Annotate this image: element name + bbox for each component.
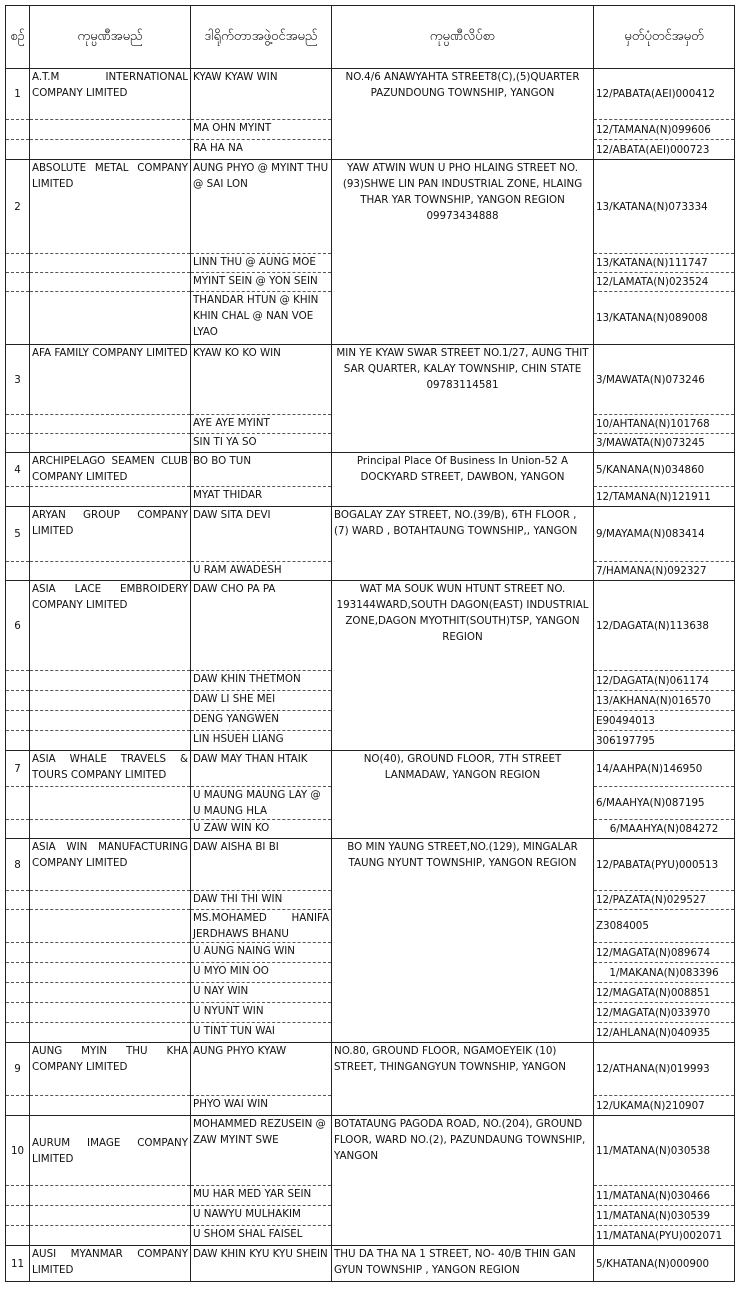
director-name: U NAY WIN <box>191 983 332 1003</box>
company-name: AUSI MYANMAR COMPANY LIMITED <box>30 1246 191 1282</box>
director-name: DAW KHIN THETMON <box>191 671 332 691</box>
company-address: BO MIN YAUNG STREET,NO.(129), MINGALAR TAUNG NYUNT TOWNSHIP, YANGON REGION <box>332 839 594 1043</box>
director-name: DENG YANGWEN <box>191 711 332 731</box>
serial-number: 9 <box>6 1043 30 1096</box>
director-name: AUNG PHYO KYAW <box>191 1043 332 1096</box>
registration-number: 12/MAGATA(N)033970 <box>594 1003 735 1023</box>
company-name: ASIA WHALE TRAVELS & TOURS COMPANY LIMITED <box>30 751 191 787</box>
director-name: DAW THI THI WIN <box>191 891 332 910</box>
table-row <box>6 839 735 891</box>
company-address: WAT MA SOUK WUN HTUNT STREET NO. 193144WARD,SOUTH DAGON(EAST) INDUSTRIAL ZONE,DAGON MYOTHIT(SOUTH)TSP, YANGON REGION <box>332 581 594 751</box>
registration-number: 11/MATANA(N)030538 <box>594 1116 735 1186</box>
registration-number: 14/AAHPA(N)146950 <box>594 751 735 787</box>
company-name: A.T.M INTERNATIONAL COMPANY LIMITED <box>30 69 191 120</box>
company-name: ARYAN GROUP COMPANY LIMITED <box>30 507 191 562</box>
table-row <box>6 1116 735 1186</box>
director-name: RA HA NA <box>191 140 332 160</box>
table-row <box>6 507 735 562</box>
director-name: U AUNG NAING WIN <box>191 943 332 963</box>
registration-number: 12/DAGATA(N)113638 <box>594 581 735 671</box>
director-name: DAW KHIN KYU KYU SHEIN <box>191 1246 332 1282</box>
company-address: BOTATAUNG PAGODA ROAD, NO.(204), GROUND FLOOR, WARD NO.(2), PAZUNDAUNG TOWNSHIP, YANGON <box>332 1116 594 1246</box>
serial-number: 6 <box>6 581 30 671</box>
registration-number: 6/MAAHYA(N)084272 <box>594 820 735 839</box>
director-name: AYE AYE MYINT <box>191 415 332 434</box>
serial-number: 5 <box>6 507 30 562</box>
director-name: SIN TI YA SO <box>191 434 332 453</box>
table-row <box>6 69 735 120</box>
serial-number: 4 <box>6 453 30 487</box>
company-directors-table <box>5 5 735 1282</box>
registration-number: 12/TAMANA(N)121911 <box>594 487 735 507</box>
registration-number: 13/KATANA(N)111747 <box>594 254 735 273</box>
table-row <box>6 160 735 254</box>
director-name: U TINT TUN WAI <box>191 1023 332 1043</box>
table-row <box>6 453 735 487</box>
company-address: MIN YE KYAW SWAR STREET NO.1/27, AUNG THIT SAR QUARTER, KALAY TOWNSHIP, CHIN STATE 09783114581 <box>332 345 594 453</box>
registration-number: 12/PABATA(AEI)000412 <box>594 69 735 120</box>
director-name: U ZAW WIN KO <box>191 820 332 839</box>
director-name: DAW SITA DEVI <box>191 507 332 562</box>
director-name: BO BO TUN <box>191 453 332 487</box>
company-name: ASIA LACE EMBROIDERY COMPANY LIMITED <box>30 581 191 671</box>
table-row <box>6 751 735 787</box>
director-name: AUNG PHYO @ MYINT THU @ SAI LON <box>191 160 332 254</box>
director-name: LINN THU @ AUNG MOE <box>191 254 332 273</box>
registration-number: 1/MAKANA(N)083396 <box>594 963 735 983</box>
director-name: LIN HSUEH LIANG <box>191 731 332 751</box>
registration-number: 12/DAGATA(N)061174 <box>594 671 735 691</box>
registration-number: 6/MAAHYA(N)087195 <box>594 787 735 820</box>
director-name: DAW MAY THAN HTAIK <box>191 751 332 787</box>
registration-number: 12/PAZATA(N)029527 <box>594 891 735 910</box>
registration-number: E90494013 <box>594 711 735 731</box>
header-company-address: ကုမ္ပဏီလိပ်စာ <box>332 6 594 69</box>
company-name: ARCHIPELAGO SEAMEN CLUB COMPANY LIMITED <box>30 453 191 487</box>
registration-number: 10/AHTANA(N)101768 <box>594 415 735 434</box>
registration-number: 12/LAMATA(N)023524 <box>594 273 735 292</box>
company-name: ABSOLUTE METAL COMPANY LIMITED <box>30 160 191 254</box>
company-address: Principal Place Of Business In Union-52 A DOCKYARD STREET, DAWBON, YANGON <box>332 453 594 507</box>
director-name: MS.MOHAMED HANIFA JERDHAWS BHANU <box>191 910 332 943</box>
registration-number: 11/MATANA(N)030466 <box>594 1186 735 1206</box>
director-name: U NAWYU MULHAKIM <box>191 1206 332 1226</box>
director-name: KYAW KYAW WIN <box>191 69 332 120</box>
company-address: NO.80, GROUND FLOOR, NGAMOEYEIK (10) STREET, THINGANGYUN TOWNSHIP, YANGON <box>332 1043 594 1116</box>
director-name: DAW LI SHE MEI <box>191 691 332 711</box>
registration-number: 11/MATANA(N)030539 <box>594 1206 735 1226</box>
serial-number: 8 <box>6 839 30 891</box>
table-row <box>6 1043 735 1096</box>
table-row <box>6 581 735 671</box>
company-address: NO(40), GROUND FLOOR, 7TH STREET LANMADAW, YANGON REGION <box>332 751 594 839</box>
serial-number: 7 <box>6 751 30 787</box>
director-name: DAW AISHA BI BI <box>191 839 332 891</box>
registration-number: 13/KATANA(N)073334 <box>594 160 735 254</box>
serial-number: 3 <box>6 345 30 415</box>
registration-number: 7/HAMANA(N)092327 <box>594 562 735 581</box>
director-name: MOHAMMED REZUSEIN @ ZAW MYINT SWE <box>191 1116 332 1186</box>
director-name: KYAW KO KO WIN <box>191 345 332 415</box>
registration-number: 13/KATANA(N)089008 <box>594 292 735 345</box>
registration-number: 13/AKHANA(N)016570 <box>594 691 735 711</box>
serial-number: 1 <box>6 69 30 120</box>
company-address: THU DA THA NA 1 STREET, NO- 40/B THIN GAN GYUN TOWNSHIP , YANGON REGION <box>332 1246 594 1282</box>
registration-number: 3/MAWATA(N)073245 <box>594 434 735 453</box>
company-name: AFA FAMILY COMPANY LIMITED <box>30 345 191 415</box>
registration-number: 12/TAMANA(N)099606 <box>594 120 735 140</box>
company-address: BOGALAY ZAY STREET, NO.(39/B), 6TH FLOOR , (7) WARD , BOTAHTAUNG TOWNSHIP,, YANGON <box>332 507 594 581</box>
director-name: MU HAR MED YAR SEIN <box>191 1186 332 1206</box>
director-name: U NYUNT WIN <box>191 1003 332 1023</box>
table-header-row <box>6 6 735 69</box>
registration-number: 12/AHLANA(N)040935 <box>594 1023 735 1043</box>
director-name: MA OHN MYINT <box>191 120 332 140</box>
registration-number: 9/MAYAMA(N)083414 <box>594 507 735 562</box>
table-row <box>6 1246 735 1282</box>
serial-number: 11 <box>6 1246 30 1282</box>
table-row <box>6 345 735 415</box>
company-name: ASIA WIN MANUFACTURING COMPANY LIMITED <box>30 839 191 891</box>
registration-number: 5/KHATANA(N)000900 <box>594 1246 735 1282</box>
company-name: AUNG MYIN THU KHA COMPANY LIMITED <box>30 1043 191 1096</box>
director-name: DAW CHO PA PA <box>191 581 332 671</box>
registration-number: 12/PABATA(PYU)000513 <box>594 839 735 891</box>
header-serial-no: စဉ် <box>6 6 30 69</box>
registration-number: 5/KANANA(N)034860 <box>594 453 735 487</box>
director-name: U MYO MIN OO <box>191 963 332 983</box>
registration-number: 306197795 <box>594 731 735 751</box>
director-name: MYINT SEIN @ YON SEIN <box>191 273 332 292</box>
director-name: U RAM AWADESH <box>191 562 332 581</box>
company-address: NO.4/6 ANAWYAHTA STREET8(C),(5)QUARTER PAZUNDOUNG TOWNSHIP, YANGON <box>332 69 594 160</box>
registration-number: 3/MAWATA(N)073246 <box>594 345 735 415</box>
director-name: U SHOM SHAL FAISEL <box>191 1226 332 1246</box>
registration-number: 12/ATHANA(N)019993 <box>594 1043 735 1096</box>
registration-number: 12/UKAMA(N)210907 <box>594 1096 735 1116</box>
company-address: YAW ATWIN WUN U PHO HLAING STREET NO.(93)SHWE LIN PAN INDUSTRIAL ZONE, HLAING THAR YAR TOWNSHIP, YANGON REGION 09973434888 <box>332 160 594 345</box>
registration-number: 12/MAGATA(N)008851 <box>594 983 735 1003</box>
serial-number: 10 <box>6 1116 30 1186</box>
registration-number: 12/MAGATA(N)089674 <box>594 943 735 963</box>
header-director-name: ဒါရိုက်တာအဖွဲ့ဝင်အမည် <box>191 6 332 69</box>
director-name: PHYO WAI WIN <box>191 1096 332 1116</box>
director-name: MYAT THIDAR <box>191 487 332 507</box>
serial-number: 2 <box>6 160 30 254</box>
header-registration-no: မှတ်ပုံတင်အမှတ် <box>594 6 735 69</box>
director-name: U MAUNG MAUNG LAY @ U MAUNG HLA <box>191 787 332 820</box>
header-company-name: ကုမ္ပဏီအမည် <box>30 6 191 69</box>
registration-number: Z3084005 <box>594 910 735 943</box>
company-name: AURUM IMAGE COMPANY LIMITED <box>30 1116 191 1186</box>
registration-number: 11/MATANA(PYU)002071 <box>594 1226 735 1246</box>
registration-number: 12/ABATA(AEI)000723 <box>594 140 735 160</box>
director-name: THANDAR HTUN @ KHIN KHIN CHAL @ NAN VOE LYAO <box>191 292 332 345</box>
